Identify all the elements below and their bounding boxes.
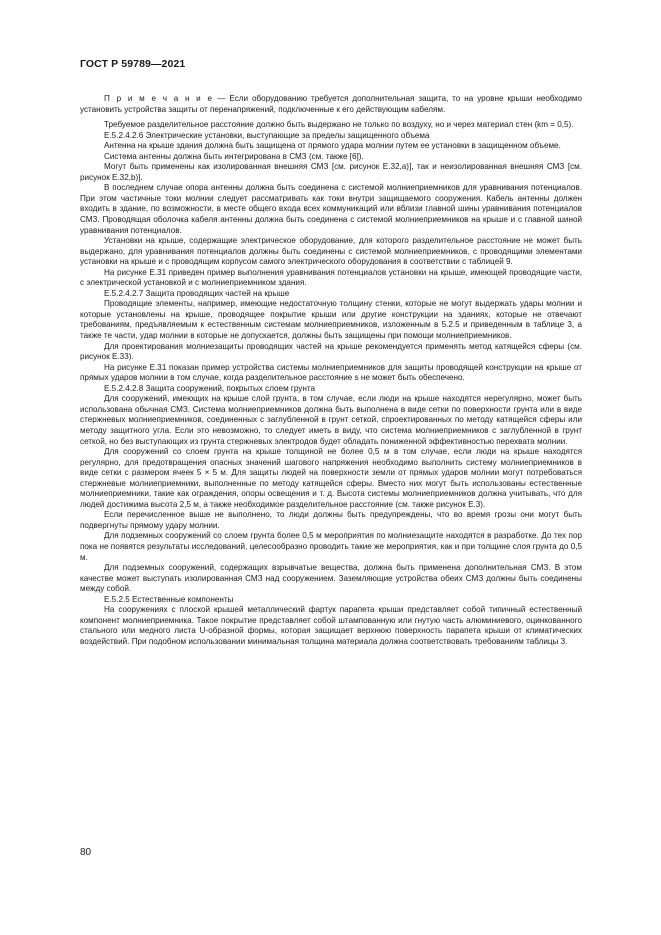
section-heading: Е.5.2.4.2.8 Защита сооружений, покрытых слоем грунта [104,383,315,393]
paragraph: Требуемое разделительное расстояние должно быть выдержано не только по воздуху, но и через материал стен (km = 0,5). [104,120,574,130]
page-number: 80 [80,847,92,858]
paragraph: Для сооружений, имеющих на крыше слой грунта, в том случае, если люди на крыше находятся нерегулярно, может быть использована обычная СМЗ. Система молниеприемников должна быть выполнена в виде сетки по поверхности грунта или в виде стержневых молниеприемников, соединенных с заглубленной в грунт сеткой, спроектированных по методу катящейся сферы или методу защитного угла. Если это невозможно, то следует иметь в виду, что система молниеприемников с заглубленной в грунт сеткой, но без выступающих из грунта стержневых электродов будет обладать пониженной эффективностью перехвата молнии. [80,394,582,446]
paragraph: Для подземных сооружений со слоем грунта более 0,5 м мероприятия по молниезащите находятся в разработке. До тех пор пока не появятся результаты исследований, целесообразно проводить такие же мероприятия, как и при толщине слоя грунта до 0,5 м. [80,531,582,562]
paragraph: Для подземных сооружений, содержащих взрывчатые вещества, должна быть применена дополнительная СМЗ. В этом качестве может выступать изолированная СМЗ над сооружением. Заземляющие устройства обеих СМЗ должны быть соединены между собой. [80,563,582,594]
paragraph: Установки на крыше, содержащие электрическое оборудование, для которого разделительное расстояние не может быть выдержано, для уравнивания потенциалов должны быть соединены с системой молниеприемников, с проводящими элементами установки на крыше и с проводящим корпусом самого электрического оборудования в соответствии с таблицей 9. [80,236,582,267]
paragraph: Для проектирования молниезащиты проводящих частей на крыше рекомендуется применять метод катящейся сферы (см. рисунок Е.33). [80,341,582,362]
standard-title: ГОСТ Р 59789—2021 [80,58,186,70]
paragraph: Антенна на крыше здания должна быть защищена от прямого удара молнии путем ее установки в защищенном объеме. [104,141,561,151]
paragraph: Могут быть применены как изолированная внешняя СМЗ [см. рисунок Е.32,а)], так и неизолированная внешняя СМЗ [см. рисунок Е.32,b)]. [80,162,582,182]
section-heading: Е.5.2.4.2.6 Электрические установки, выступающие за пределы защищенного объема [104,130,430,140]
document-body [80,94,582,647]
note-text: — Если оборудованию требуется дополнительная защита, то на уровне крыши необходимо установить устройства защиты от перенапряжений, подключенные к его действующим кабелям. [80,94,582,114]
paragraph: Для сооружений со слоем грунта на крыше толщиной не более 0,5 м в том случае, если люди на крыше находятся регулярно, для предотвращения опасных значений шагового напряжения необходимо выполнить систему молниеприемников в виде сетки с размером ячеек 5 × 5 м. Для защиты людей на поверхности земли от прямых ударов молнии могут потребоваться стержневые молниеприемники, выполненные по методу катящейся сферы. Вместо них могут быть использованы естественные молниеприемники, такие как ограждения, опоры освещения и т. д. Высота системы молниеприемников должна учитывать, что для людей достижима высота 2,5 м, а также необходимое разделительное расстояние (см. также рисунок Е.3). [80,447,582,509]
section-heading: Е.5.2.5 Естественные компоненты [104,594,234,604]
note-paragraph [80,94,582,115]
paragraph: В последнем случае опора антенны должна быть соединена с системой молниеприемников для уравнивания потенциалов. При этом частичные токи молнии следует рассматривать как токи внутри защищаемого сооружения. Кабель антенны должен входить в здание, по возможности, в месте общего входа всех коммуникаций или вблизи главной шины уравнивания потенциалов СМЗ. Проводящая оболочка кабеля антенны должна быть соединена с системой молниеприемников на крыше и с главной шиной уравнивания потенциалов. [80,183,582,235]
paragraph: Проводящие элементы, например, имеющие недостаточную толщину стенки, которые не могут выдержать удары молнии и которые установлены на крыше, проводящее покрытие крыши или другие конструкции на зданиях, которые не отвечают требованиям, предъявляемым к естественным системам молниеприемников, изложенным в 5.2.5 и приведенным в таблице 3, а также те части, удар молнии в которые не допускается, должны быть защищены при помощи молниеприемников. [80,299,582,341]
paragraph: На рисунке Е.31 показан пример устройства системы молниеприемников для защиты проводящей конструкции на крыше от прямых ударов молнии в том случае, когда разделительное расстояние s не может быть обеспечено. [80,362,582,383]
section-heading: Е.5.2.4.2.7 Защита проводящих частей на крыше [104,288,290,298]
paragraph: На сооружениях с плоской крышей металлический фартук парапета крыши представляет собой типичный естественный компонент молниеприемника. Такое покрытие представляет собой штампованную или гнутую часть алюминиевого, оцинкованного стального или медного листа U-образной формы, которая защищает верхнюю поверхность парапета крыши от климатических воздействий. При подобном использовании минимальная толщина материала должна соответствовать требованиям таблицы 3. [80,605,582,646]
paragraph: Система антенны должна быть интегрирована в СМЗ (см. также [6]). [104,151,364,161]
note-label: П р и м е ч а н и е [104,94,214,103]
paragraph: На рисунке Е.31 приведен пример выполнения уравнивания потенциалов установки на крыше, имеющей проводящие части, с электрической установкой и с молниеприемником здания. [80,267,582,288]
paragraph: Если перечисленное выше не выполнено, то люди должны быть предупреждены, что во время грозы они могут быть подвергнуты прямому удару молнии. [80,510,582,530]
